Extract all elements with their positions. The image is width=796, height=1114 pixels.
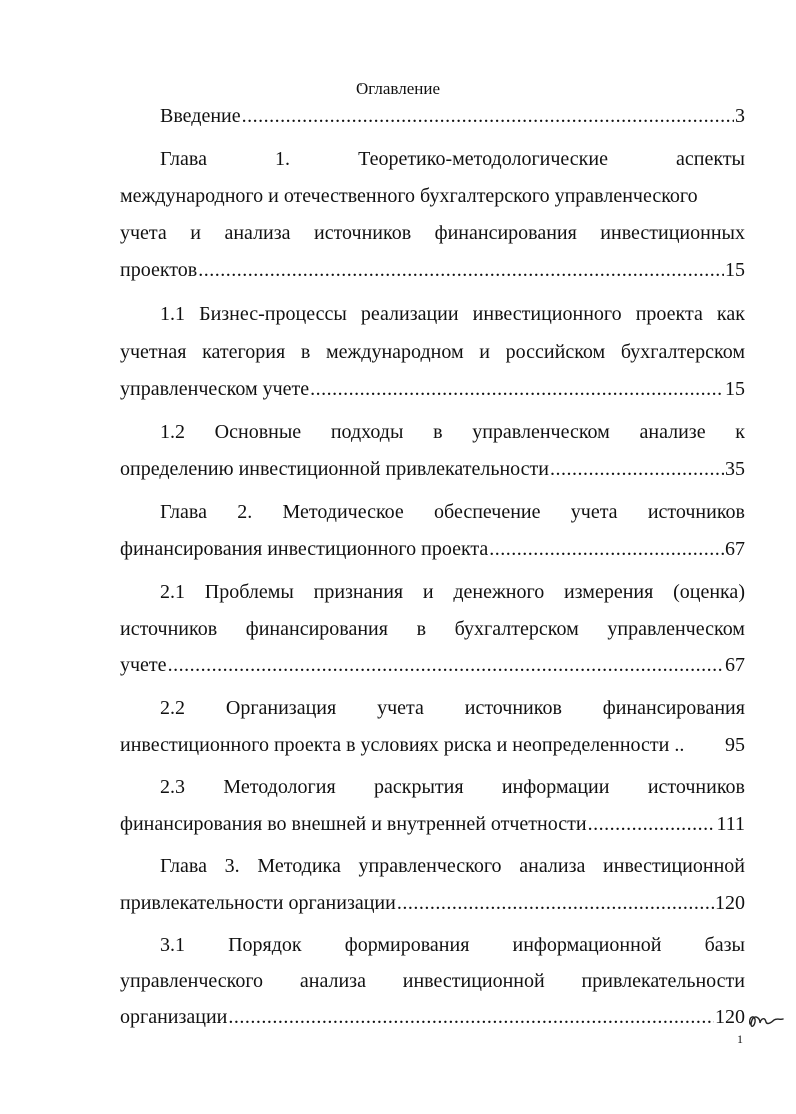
leader-dots <box>168 647 724 683</box>
word: анализа <box>224 222 291 244</box>
word: Порядок <box>228 934 302 956</box>
word: категория <box>202 341 286 363</box>
word: и <box>190 222 201 244</box>
word: 2. <box>237 501 253 523</box>
entry-text: проектов <box>120 259 198 281</box>
word: подходы <box>330 421 404 443</box>
leader-dots <box>550 451 724 487</box>
entry-text: управленческом учете <box>120 378 310 400</box>
entry-page: 120 <box>715 1006 745 1028</box>
entry-page: 67 <box>725 654 745 676</box>
word: инвестиционной <box>603 855 745 877</box>
toc-entry-intro[interactable] <box>160 98 745 134</box>
word: источников <box>647 501 745 523</box>
entry-page: 35 <box>725 458 745 480</box>
word: формирования <box>344 934 470 956</box>
toc-entry-ch1-line1[interactable] <box>160 141 745 177</box>
word: раскрытия <box>373 776 464 798</box>
word: в <box>416 618 427 640</box>
word: проекта <box>635 303 703 325</box>
word: реализации <box>360 303 459 325</box>
toc-entry-s11-line2[interactable] <box>120 334 745 370</box>
word: управленческого <box>358 855 502 877</box>
word: 1. <box>275 148 291 170</box>
word: финансирования <box>245 618 388 640</box>
leader-dots <box>228 999 714 1035</box>
word: учета <box>377 697 424 719</box>
toc-entry-s23-line1[interactable] <box>160 769 745 805</box>
word: источников <box>647 776 745 798</box>
word: анализе <box>639 421 706 443</box>
leader-dots <box>588 806 716 842</box>
toc-entry-s21-line2[interactable] <box>120 611 745 647</box>
word: анализа <box>299 970 366 992</box>
toc-entry-ch1-line4[interactable] <box>120 252 745 288</box>
toc-entry-ch2-line2[interactable] <box>120 531 745 567</box>
toc-entry-ch1-line3[interactable] <box>120 215 745 251</box>
word: инвестиционных <box>600 222 745 244</box>
word: Основные <box>214 421 302 443</box>
toc-entry-ch2-line1[interactable] <box>160 494 745 530</box>
word: и <box>479 341 490 363</box>
word: измерения <box>563 581 654 603</box>
toc-entry-s12-line1[interactable] <box>160 414 745 450</box>
word: информации <box>501 776 610 798</box>
word: 1.2 <box>160 421 185 443</box>
entry-text: Введение <box>160 105 241 127</box>
word: признания <box>313 581 404 603</box>
word: инвестиционного <box>472 303 622 325</box>
word: международном <box>325 341 464 363</box>
word: Организация <box>225 697 337 719</box>
word: учета <box>120 222 167 244</box>
entry-page: 67 <box>725 538 745 560</box>
word: в <box>300 341 311 363</box>
entry-page: 111 <box>716 813 745 835</box>
word: 3. <box>224 855 240 877</box>
word: денежного <box>453 581 545 603</box>
toc-entry-ch3-line2[interactable] <box>120 885 745 921</box>
word: 2.1 <box>160 581 185 603</box>
leader-dots <box>397 885 714 921</box>
word: аспекты <box>676 148 745 170</box>
toc-entry-s11-line3[interactable] <box>120 371 745 407</box>
word: и <box>422 581 434 603</box>
word: Методология <box>223 776 336 798</box>
toc-entry-s31-line1[interactable] <box>160 927 745 963</box>
word: российском <box>505 341 606 363</box>
word: 2.3 <box>160 776 185 798</box>
word: 2.2 <box>160 697 185 719</box>
word: управленческом <box>472 421 610 443</box>
leader-dots <box>310 371 724 407</box>
toc-entry-s23-line2[interactable] <box>120 806 745 842</box>
word: 3.1 <box>160 934 185 956</box>
entry-text: определению инвестиционной привлекательности <box>120 458 549 480</box>
word: привлекательности <box>581 970 745 992</box>
leader-dots <box>198 252 724 288</box>
word: управленческого <box>120 970 264 992</box>
entry-page: 120 <box>715 892 745 914</box>
word: источников <box>120 618 218 640</box>
entry-text: привлекательности организации <box>120 892 396 914</box>
word: как <box>716 303 745 325</box>
word: Глава <box>160 855 207 877</box>
leader-dots <box>489 531 724 567</box>
word: источников <box>464 697 562 719</box>
word: бухгалтерском <box>454 618 579 640</box>
word: Методика <box>257 855 341 877</box>
word: Теоретико-методологические <box>358 148 608 170</box>
toc-entry-s31-line2[interactable] <box>120 963 745 999</box>
leader-dots <box>242 98 734 134</box>
entry-page: 3 <box>735 105 745 127</box>
entry-page: 15 <box>725 378 745 400</box>
word: Бизнес-процессы <box>199 303 347 325</box>
entry-page: 15 <box>725 259 745 281</box>
entry-text: инвестиционного проекта в условиях риска и неопределенности .. <box>120 734 685 756</box>
entry-text: финансирования инвестиционного проекта <box>120 538 489 560</box>
toc-entry-s22-line1[interactable] <box>160 690 745 726</box>
word: (оценка) <box>673 581 745 603</box>
toc-entry-ch3-line1[interactable] <box>160 848 745 884</box>
word: инвестиционной <box>402 970 545 992</box>
word: финансирования <box>602 697 745 719</box>
word: финансирования <box>434 222 577 244</box>
word: учетная <box>120 341 187 363</box>
entry-text: финансирования во внешней и внутренней отчетности <box>120 813 587 835</box>
word: к <box>735 421 745 443</box>
toc-entry-s12-line2[interactable] <box>120 451 745 487</box>
handwritten-signature <box>746 1008 786 1032</box>
toc-entry-s22-line2[interactable] <box>120 727 745 763</box>
word: 1.1 <box>160 303 185 325</box>
word: обеспечение <box>434 501 541 523</box>
word: информационной <box>512 934 662 956</box>
word: учета <box>570 501 618 523</box>
word: Глава <box>160 148 207 170</box>
toc-title: Оглавление <box>356 79 440 98</box>
toc-entry-s31-line3[interactable] <box>120 999 745 1035</box>
toc-entry-s21-line1[interactable] <box>160 574 745 610</box>
word: бухгалтерском <box>620 341 745 363</box>
page-number: 1 <box>737 1032 743 1046</box>
entry-text: учете <box>120 654 167 676</box>
word: Методическое <box>282 501 404 523</box>
toc-entry-ch1-line2[interactable]: международного и отечественного бухгалтерского управленческого <box>120 185 698 207</box>
entry-page: 95 <box>725 734 745 756</box>
word: источников <box>314 222 412 244</box>
word: управленческом <box>607 618 745 640</box>
toc-entry-s11-line1[interactable] <box>160 296 745 332</box>
word: в <box>433 421 443 443</box>
word: анализа <box>519 855 586 877</box>
word: базы <box>704 934 745 956</box>
toc-entry-s21-line3[interactable] <box>120 647 745 683</box>
word: Проблемы <box>204 581 294 603</box>
word: Глава <box>160 501 207 523</box>
entry-text: организации <box>120 1006 228 1028</box>
